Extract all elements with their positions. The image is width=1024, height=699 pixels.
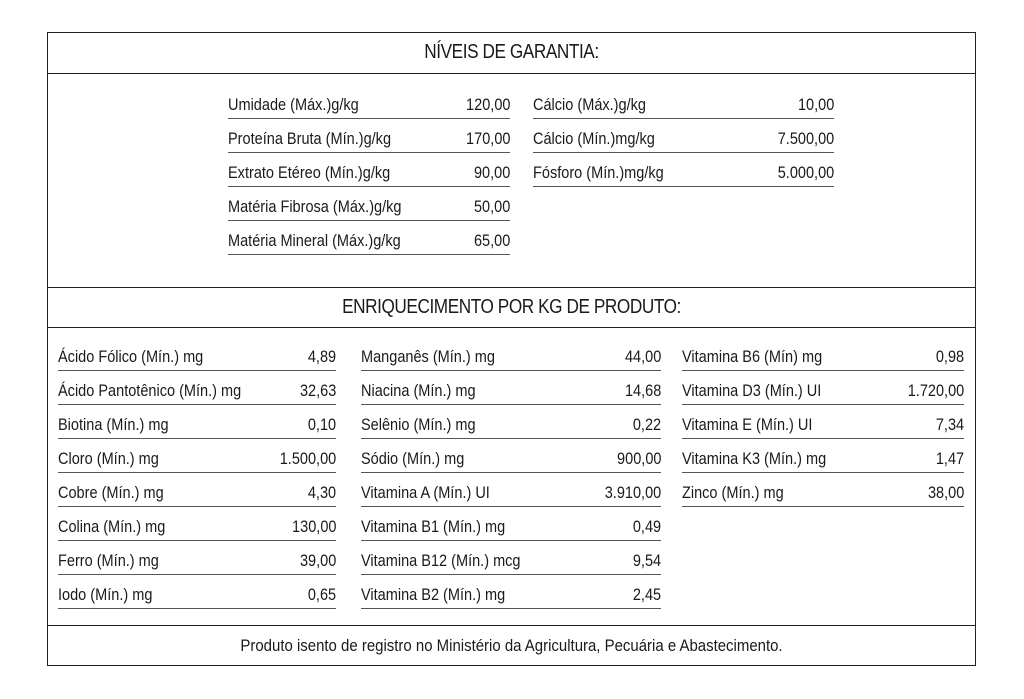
row-value: 0,65 <box>307 586 336 604</box>
row-value: 9,54 <box>632 552 661 570</box>
row-label: Biotina (Mín.) mg <box>58 416 169 434</box>
table-row <box>361 439 661 473</box>
table-row <box>361 575 661 609</box>
row-value: 1.500,00 <box>279 450 336 468</box>
row-label: Vitamina B1 (Mín.) mg <box>361 518 506 536</box>
row-value: 65,00 <box>473 232 510 250</box>
table-row <box>682 405 964 439</box>
row-value: 0,49 <box>632 518 661 536</box>
enriquecimento-column-2 <box>361 337 661 609</box>
table-row <box>58 541 336 575</box>
row-value: 1,47 <box>935 450 964 468</box>
row-value: 0,10 <box>307 416 336 434</box>
row-label: Selênio (Mín.) mg <box>361 416 476 434</box>
row-label: Vitamina E (Mín.) UI <box>682 416 813 434</box>
table-row <box>533 119 834 153</box>
row-value: 1.720,00 <box>907 382 964 400</box>
table-row <box>533 85 834 119</box>
nutrition-table <box>47 32 976 666</box>
row-label: Vitamina B6 (Mín) mg <box>682 348 823 366</box>
table-row <box>58 405 336 439</box>
row-value: 0,98 <box>935 348 964 366</box>
divider <box>48 73 975 74</box>
row-value: 38,00 <box>927 484 964 502</box>
row-label: Manganês (Mín.) mg <box>361 348 495 366</box>
table-row <box>361 541 661 575</box>
table-row <box>228 119 510 153</box>
row-value: 32,63 <box>299 382 336 400</box>
row-value: 14,68 <box>624 382 661 400</box>
table-row <box>682 473 964 507</box>
row-label: Cloro (Mín.) mg <box>58 450 159 468</box>
garantia-right-column <box>533 85 834 187</box>
divider <box>48 327 975 328</box>
row-label: Ferro (Mín.) mg <box>58 552 159 570</box>
row-value: 900,00 <box>616 450 661 468</box>
table-row <box>228 85 510 119</box>
table-row <box>228 187 510 221</box>
garantia-title: NÍVEIS DE GARANTIA: <box>424 41 599 63</box>
row-label: Vitamina B12 (Mín.) mcg <box>361 552 521 570</box>
table-row <box>361 405 661 439</box>
row-label: Cálcio (Máx.)g/kg <box>533 96 646 114</box>
table-row <box>58 473 336 507</box>
row-label: Proteína Bruta (Mín.)g/kg <box>228 130 392 148</box>
row-label: Matéria Mineral (Máx.)g/kg <box>228 232 401 250</box>
row-label: Sódio (Mín.) mg <box>361 450 465 468</box>
row-label: Umidade (Máx.)g/kg <box>228 96 359 114</box>
row-value: 7,34 <box>935 416 964 434</box>
row-value: 170,00 <box>465 130 510 148</box>
table-row <box>361 473 661 507</box>
row-label: Vitamina D3 (Mín.) UI <box>682 382 822 400</box>
row-value: 4,30 <box>307 484 336 502</box>
table-row <box>58 337 336 371</box>
divider <box>48 287 975 288</box>
row-value: 5.000,00 <box>777 164 834 182</box>
row-label: Matéria Fibrosa (Máx.)g/kg <box>228 198 402 216</box>
table-row <box>228 221 510 255</box>
row-label: Niacina (Mín.) mg <box>361 382 476 400</box>
row-value: 130,00 <box>291 518 336 536</box>
enriquecimento-column-3 <box>682 337 964 507</box>
row-value: 10,00 <box>797 96 834 114</box>
table-row <box>361 371 661 405</box>
row-label: Cobre (Mín.) mg <box>58 484 164 502</box>
row-value: 44,00 <box>624 348 661 366</box>
row-value: 39,00 <box>299 552 336 570</box>
row-label: Vitamina A (Mín.) UI <box>361 484 490 502</box>
table-row <box>228 153 510 187</box>
row-value: 7.500,00 <box>777 130 834 148</box>
enriquecimento-column-1 <box>58 337 336 609</box>
row-value: 120,00 <box>465 96 510 114</box>
row-label: Fósforo (Mín.)mg/kg <box>533 164 664 182</box>
row-value: 4,89 <box>307 348 336 366</box>
row-value: 50,00 <box>473 198 510 216</box>
row-label: Iodo (Mín.) mg <box>58 586 153 604</box>
table-row <box>361 337 661 371</box>
row-label: Ácido Fólico (Mín.) mg <box>58 348 204 366</box>
row-label: Ácido Pantotênico (Mín.) mg <box>58 382 242 400</box>
row-label: Vitamina K3 (Mín.) mg <box>682 450 827 468</box>
table-row <box>58 575 336 609</box>
row-label: Cálcio (Mín.)mg/kg <box>533 130 655 148</box>
table-row <box>682 337 964 371</box>
row-value: 0,22 <box>632 416 661 434</box>
row-value: 3.910,00 <box>604 484 661 502</box>
divider <box>48 625 975 626</box>
row-label: Colina (Mín.) mg <box>58 518 166 536</box>
row-label: Extrato Etéreo (Mín.)g/kg <box>228 164 391 182</box>
footer-note: Produto isento de registro no Ministério da Agricultura, Pecuária e Abastecimento. <box>240 636 783 655</box>
table-row <box>58 439 336 473</box>
table-row <box>58 507 336 541</box>
row-label: Vitamina B2 (Mín.) mg <box>361 586 506 604</box>
table-row <box>361 507 661 541</box>
table-row <box>682 439 964 473</box>
garantia-left-column <box>228 85 510 255</box>
table-row <box>58 371 336 405</box>
row-label: Zinco (Mín.) mg <box>682 484 784 502</box>
row-value: 90,00 <box>473 164 510 182</box>
row-value: 2,45 <box>632 586 661 604</box>
table-row <box>533 153 834 187</box>
enriquecimento-title: ENRIQUECIMENTO POR KG DE PRODUTO: <box>342 296 681 318</box>
table-row <box>682 371 964 405</box>
